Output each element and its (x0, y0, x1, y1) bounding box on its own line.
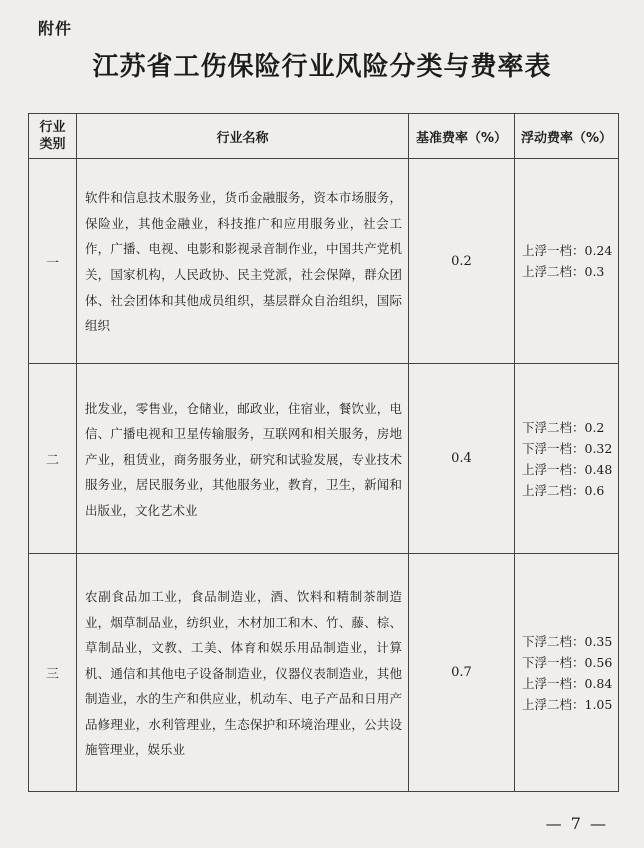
float-rate-item: 上浮二档：0.6 (522, 482, 605, 498)
float-rate-cell (515, 159, 619, 364)
industry-name-cell: 农副食品加工业，食品制造业，酒、饮料和精制茶制造业，烟草制品业，纺织业，木材加工和木、竹、藤、棕、草制品业，文教、工美、体育和娱乐用品制造业，计算机、通信和其他电子设备制造业，仪器仪表制造业，其他制造业，水的生产和供应业，机动车、电子产品和日用产品修理业，水利管理业，生态保护和环境治理业，公共设施管理业，娱乐业 (77, 554, 409, 792)
float-rate-item: 上浮一档：0.84 (522, 675, 613, 691)
rate-table (28, 113, 619, 792)
category-cell: 二 (29, 364, 77, 554)
industry-name-cell: 软件和信息技术服务业，货币金融服务，资本市场服务，保险业，其他金融业，科技推广和应用服务业，社会工作，广播、电视、电影和影视录音制作业，中国共产党机关，国家机构，人民政协、民主党派，社会保障，群众团体、社会团体和其他成员组织，基层群众自治组织，国际组织 (77, 159, 409, 364)
document-title: 江苏省工伤保险行业风险分类与费率表 (92, 52, 552, 82)
base-rate-cell: 0.4 (409, 364, 515, 554)
page-number: — 7 — (545, 814, 608, 833)
float-rate-item: 上浮二档：1.05 (522, 696, 613, 712)
float-rate-item: 下浮一档：0.32 (522, 440, 613, 456)
category-cell: 一 (29, 159, 77, 364)
float-rate-cell (515, 554, 619, 792)
float-rate-item: 下浮二档：0.2 (522, 419, 605, 435)
table-row (29, 554, 619, 792)
header-category: 行业 类别 (29, 114, 77, 159)
float-rate-item: 下浮二档：0.35 (522, 633, 613, 649)
category-cell: 三 (29, 554, 77, 792)
table-row (29, 159, 619, 364)
table-header-row (29, 114, 619, 159)
float-rate-item: 下浮一档：0.56 (522, 654, 613, 670)
industry-name-cell: 批发业，零售业，仓储业，邮政业，住宿业，餐饮业，电信、广播电视和卫星传输服务，互联网和相关服务，房地产业，租赁业，商务服务业，研究和试验发展，专业技术服务业，居民服务业，其他服务业，教育，卫生，新闻和出版业，文化艺术业 (77, 364, 409, 554)
float-rate-item: 上浮一档：0.48 (522, 461, 613, 477)
table-row (29, 364, 619, 554)
float-rate-cell (515, 364, 619, 554)
header-industry-name: 行业名称 (77, 114, 409, 159)
annex-label: 附件 (38, 19, 73, 38)
float-rate-item: 上浮一档：0.24 (522, 243, 613, 258)
header-base-rate: 基准费率（%） (409, 114, 515, 159)
base-rate-cell: 0.2 (409, 159, 515, 364)
base-rate-cell: 0.7 (409, 554, 515, 792)
header-float-rate: 浮动费率（%） (515, 114, 619, 159)
float-rate-item: 上浮二档：0.3 (522, 264, 605, 279)
